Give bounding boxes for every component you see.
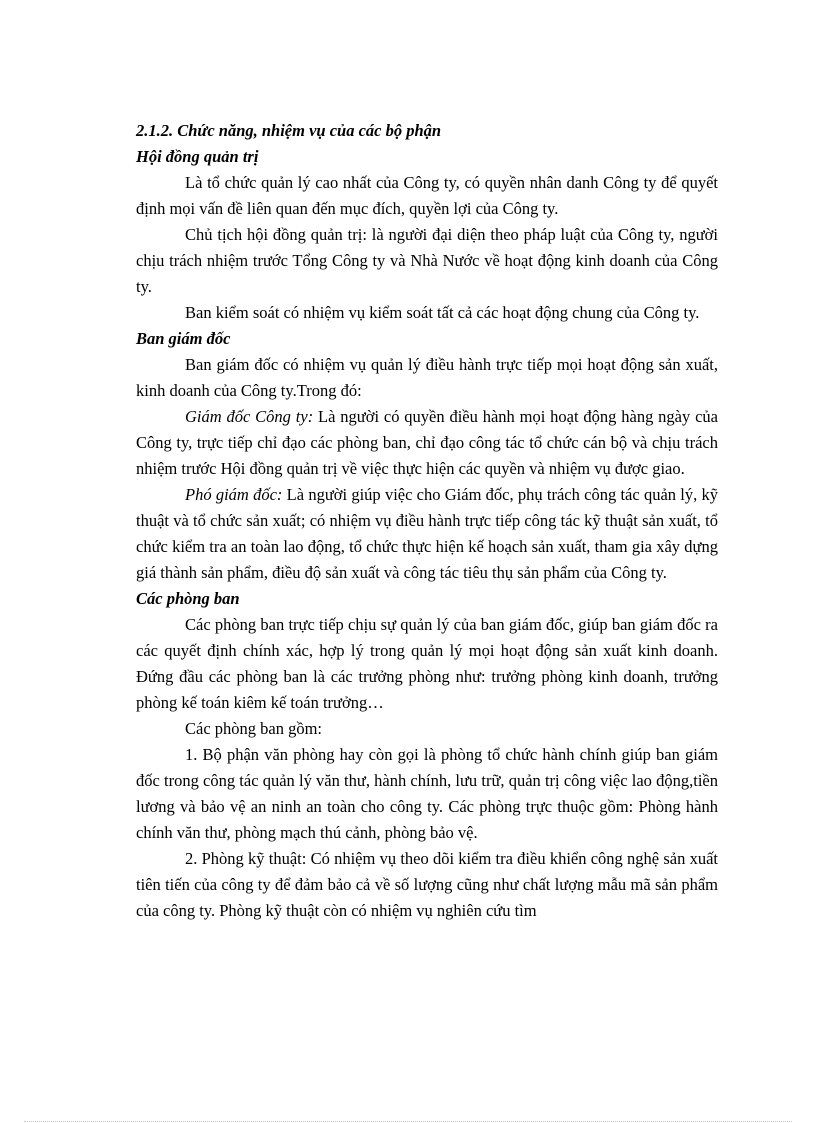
paragraph: 2. Phòng kỹ thuật: Có nhiệm vụ theo dõi kiểm tra điều khiển công nghệ sản xuất tiên tiến của công ty để đảm bảo cả về số lượng cũng như chất lượng mẫu mã sản phẩm của công ty. Phòng kỹ thuật còn có nhiệm vụ nghiên cứu tìm [136,849,718,920]
section-heading: 2.1.2. Chức năng, nhiệm vụ của các bộ phận [136,121,442,140]
role-label-giam-doc: Giám đốc Công ty: [185,407,314,426]
paragraph: Ban giám đốc có nhiệm vụ quản lý điều hành trực tiếp mọi hoạt động sản xuất, kinh doanh của Công ty.Trong đó: [136,355,718,400]
paragraph-pho-giam-doc [136,482,718,586]
paragraph: 1. Bộ phận văn phòng hay còn gọi là phòng tổ chức hành chính giúp ban giám đốc trong công tác quản lý văn thư, hành chính, lưu trữ, quản trị công việc lao động,tiền lương và bảo vệ an ninh an toàn cho công ty. Các phòng trực thuộc gồm: Phòng hành chính văn thư, phòng mạch thú cảnh, phòng bảo vệ. [136,745,718,842]
paragraph: Là tổ chức quản lý cao nhất của Công ty, có quyền nhân danh Công ty để quyết định mọi vấn đề liên quan đến mục đích, quyền lợi của Công ty. [136,173,718,218]
paragraph-giam-doc [136,404,718,482]
heading-hoi-dong-quan-tri: Hội đồng quản trị [136,147,259,166]
role-label-pho-giam-doc: Phó giám đốc: [185,485,283,504]
paragraph: Các phòng ban gồm: [185,719,323,738]
document-page [136,118,718,924]
paragraph: Chủ tịch hội đồng quản trị: là người đại diện theo pháp luật của Công ty, người chịu trách nhiệm trước Tổng Công ty và Nhà Nước về hoạt động kinh doanh của Công ty. [136,225,718,296]
paragraph: Ban kiểm soát có nhiệm vụ kiểm soát tất cả các hoạt động chung của Công ty. [185,303,700,322]
paragraph: Các phòng ban trực tiếp chịu sự quản lý của ban giám đốc, giúp ban giám đốc ra các quyết định chính xác, hợp lý trong quản lý mọi hoạt động sản xuất kinh doanh. Đứng đầu các phòng ban là các trưởng phòng như: trưởng phòng kinh doanh, trưởng phòng kế toán kiêm kế toán trưởng… [136,615,718,712]
heading-ban-giam-doc: Ban giám đốc [136,329,231,348]
role-text: Là người giúp việc cho Giám đốc, phụ trách công tác quản lý, kỹ thuật và tổ chức sản xuất; có nhiệm vụ điều hành trực tiếp công tác kỹ thuật sản xuất, tổ chức kiểm tra an toàn lao động, tổ chức thực hiện kế hoạch sản xuất, tham gia xây dựng giá thành sản phẩm, điều độ sản xuất và công tác tiêu thụ sản phẩm của Công ty. [136,485,718,582]
role-text: Là người có quyền điều hành mọi hoạt động hàng ngày của Công ty, trực tiếp chỉ đạo các phòng ban, chỉ đạo công tác tổ chức cán bộ và chịu trách nhiệm trước Hội đồng quản trị về việc thực hiện các quyền và nhiệm vụ được giao. [136,407,718,478]
page-bottom-divider [24,1121,792,1122]
heading-cac-phong-ban: Các phòng ban [136,589,240,608]
